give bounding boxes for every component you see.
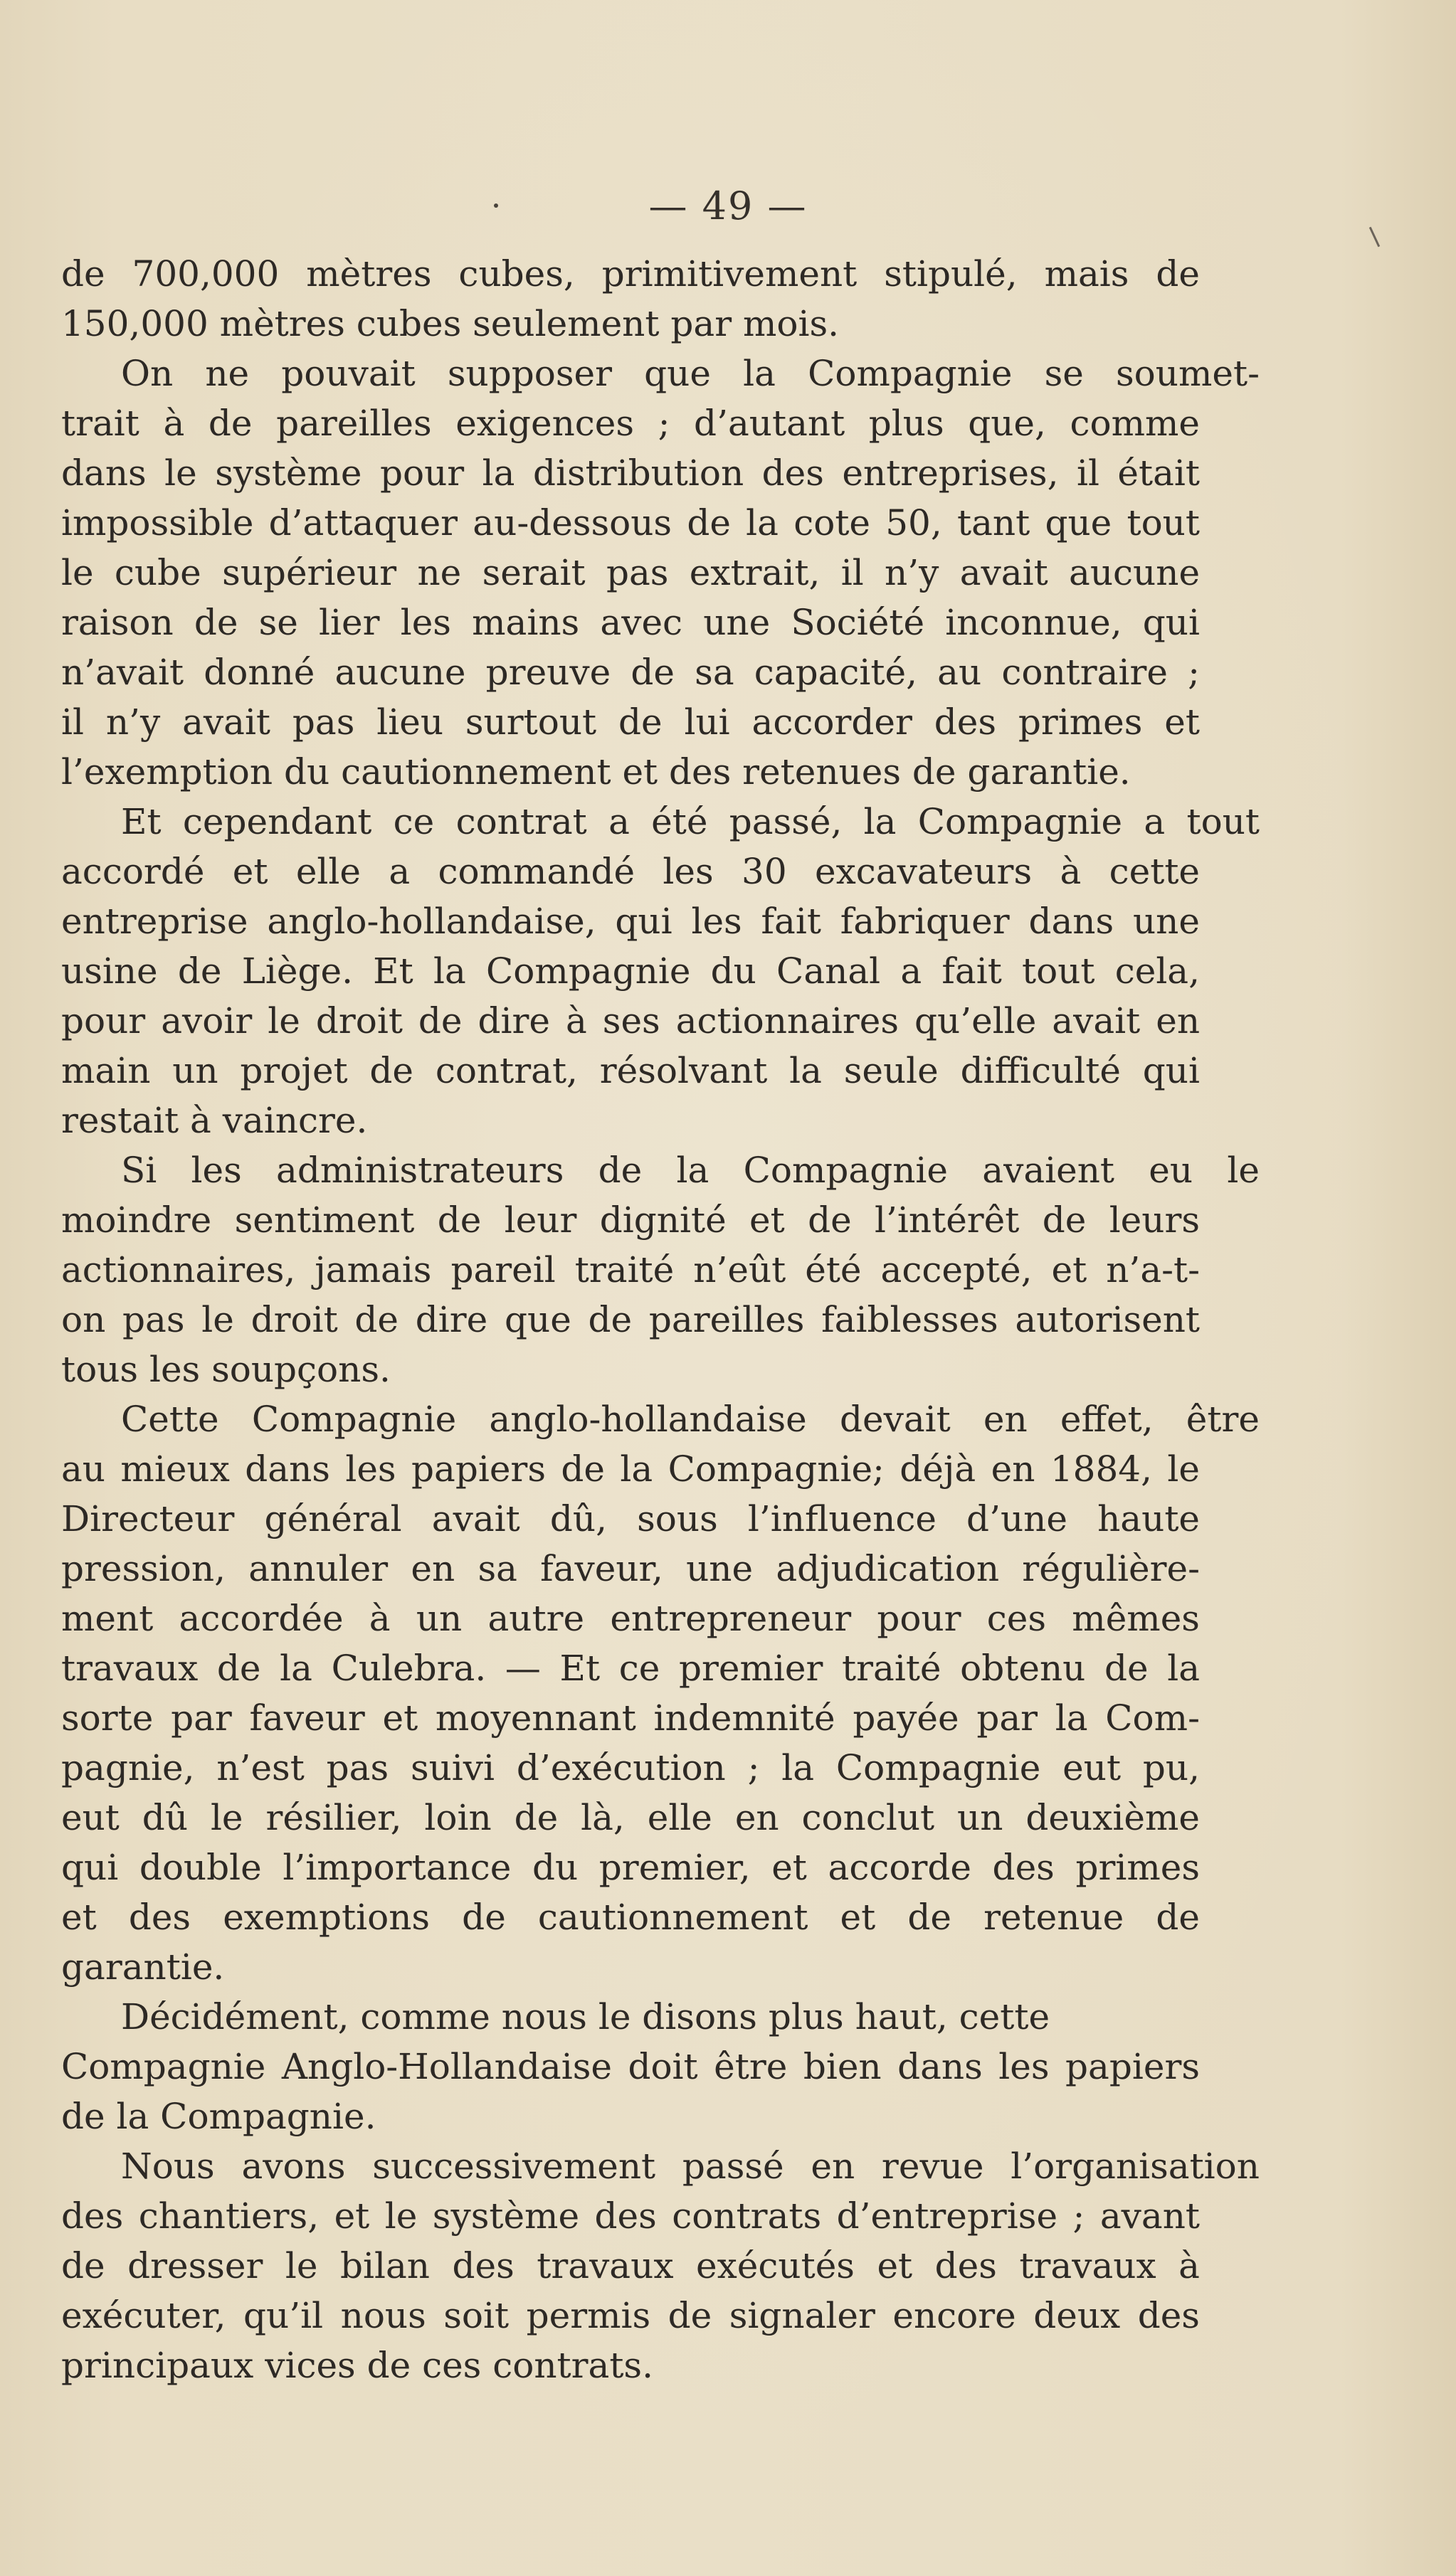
text-line-content: 150,000 mètres cubes seulement par mois. — [61, 303, 840, 344]
text-line-content: dans le système pour la distribution des entreprises, il était — [61, 452, 1201, 494]
text-line — [61, 2241, 1200, 2291]
text-line — [61, 2141, 1260, 2191]
text-line — [61, 647, 1200, 697]
page-number: — 49 — — [648, 184, 808, 228]
text-line-content: Directeur général avait dû, sous l’influence d’une haute — [61, 1498, 1201, 1539]
text-line-content: exécuter, qu’il nous soit permis de signaler encore deux des — [61, 2295, 1200, 2336]
text-line — [61, 1046, 1200, 1096]
text-line — [61, 1643, 1200, 1693]
text-line-content: entreprise anglo-hollandaise, qui les fait fabriquer dans une — [61, 901, 1200, 942]
text-line — [61, 498, 1200, 548]
text-line — [61, 1195, 1200, 1245]
text-line — [61, 2341, 1200, 2390]
text-line-content: n’avait donné aucune preuve de sa capacité, au contraire ; — [61, 652, 1200, 693]
text-line — [61, 398, 1200, 448]
text-line-content: pour avoir le droit de dire à ses actionnaires qu’elle avait en — [61, 1000, 1201, 1041]
text-line-content: qui double l’importance du premier, et accorde des primes — [61, 1847, 1201, 1888]
text-line — [61, 249, 1200, 299]
text-line-content: pagnie, n’est pas suivi d’exécution ; la Compagnie eut pu, — [61, 1747, 1200, 1788]
text-line-content: Nous avons successivement passé en revue l’organisation — [121, 2146, 1260, 2187]
text-line — [61, 349, 1260, 398]
text-line-content: Compagnie Anglo-Hollandaise doit être bien dans les papiers — [61, 2046, 1201, 2087]
text-line-content: travaux de la Culebra. — Et ce premier traité obtenu de la — [61, 1648, 1201, 1689]
text-line-content: moindre sentiment de leur dignité et de l’intérêt de leurs — [61, 1199, 1201, 1241]
text-line — [61, 1394, 1260, 1444]
text-line-content: de dresser le bilan des travaux exécutés et des travaux à — [61, 2245, 1200, 2286]
text-line-content: l’exemption du cautionnement et des retenues de garantie. — [61, 751, 1131, 793]
ink-mark — [1369, 227, 1380, 247]
text-line-content: eut dû le résilier, loin de là, elle en conclut un deuxième — [61, 1797, 1200, 1838]
text-line — [61, 299, 1200, 349]
text-line-content: au mieux dans les papiers de la Compagnie; déjà en 1884, le — [61, 1448, 1200, 1490]
text-line — [61, 2042, 1200, 2092]
text-line — [61, 1892, 1200, 1942]
text-line — [61, 1345, 1200, 1394]
text-line-content: il n’y avait pas lieu surtout de lui accorder des primes et — [61, 701, 1200, 743]
text-line-content: actionnaires, jamais pareil traité n’eût été accepté, et n’a-t- — [61, 1249, 1201, 1290]
text-line-content: de la Compagnie. — [61, 2096, 376, 2137]
text-line — [61, 1494, 1200, 1544]
text-line-content: trait à de pareilles exigences ; d’autant plus que, comme — [61, 403, 1201, 444]
text-line — [61, 747, 1200, 797]
text-line-content: Et cependant ce contrat a été passé, la Compagnie a tout — [121, 801, 1260, 842]
text-line-content: des chantiers, et le système des contrats d’entreprise ; avant — [61, 2195, 1201, 2237]
text-line — [61, 847, 1200, 896]
text-line — [61, 797, 1260, 847]
text-line — [61, 697, 1200, 747]
text-line — [61, 1793, 1200, 1843]
text-line-content: Si les administrateurs de la Compagnie avaient eu le — [121, 1150, 1260, 1191]
text-line-content: on pas le droit de dire que de pareilles faiblesses autorisent — [61, 1299, 1201, 1340]
text-line — [61, 2092, 1200, 2141]
text-line-content: pression, annuler en sa faveur, une adjudication régulière- — [61, 1548, 1200, 1589]
body-text — [61, 249, 1260, 2390]
text-line — [61, 1096, 1200, 1145]
text-line-content: garantie. — [61, 1946, 225, 1988]
text-line-content: On ne pouvait supposer que la Compagnie se soumet- — [121, 353, 1260, 394]
text-line — [61, 1295, 1200, 1345]
text-line — [61, 1594, 1200, 1643]
text-line-content: accordé et elle a commandé les 30 excavateurs à cette — [61, 851, 1201, 892]
text-line-content: ment accordée à un autre entrepreneur pour ces mêmes — [61, 1598, 1200, 1639]
text-line-content: Cette Compagnie anglo-hollandaise devait en effet, être — [121, 1399, 1260, 1440]
text-line — [61, 448, 1200, 498]
text-line — [61, 1942, 1200, 1992]
text-line — [61, 946, 1200, 996]
text-line — [61, 1245, 1200, 1295]
text-line — [61, 896, 1200, 946]
text-line-content: sorte par faveur et moyennant indemnité payée par la Com- — [61, 1697, 1200, 1739]
text-line — [61, 1992, 1200, 2042]
text-line — [61, 2291, 1200, 2341]
text-line — [61, 1544, 1200, 1594]
text-line — [61, 1843, 1200, 1892]
text-line-content: raison de se lier les mains avec une Société inconnue, qui — [61, 602, 1200, 643]
text-line-content: restait à vaincre. — [61, 1100, 368, 1141]
text-line — [61, 996, 1200, 1046]
text-line-content: et des exemptions de cautionnement et de retenue de — [61, 1897, 1200, 1938]
text-line — [61, 548, 1200, 598]
text-line-content: Décidément, comme nous le disons plus haut, cette — [121, 1996, 1050, 2037]
text-line — [61, 1693, 1200, 1743]
text-line-content: de 700,000 mètres cubes, primitivement stipulé, mais de — [61, 253, 1200, 295]
text-line — [61, 598, 1200, 647]
text-line-content: main un projet de contrat, résolvant la seule difficulté qui — [61, 1050, 1200, 1091]
text-line-content: usine de Liège. Et la Compagnie du Canal a fait tout cela, — [61, 950, 1201, 992]
text-line-content: le cube supérieur ne serait pas extrait, il n’y avait aucune — [61, 552, 1201, 593]
text-line — [61, 2191, 1200, 2241]
text-line-content: impossible d’attaquer au-dessous de la cote 50, tant que tout — [61, 502, 1200, 544]
text-line-content: tous les soupçons. — [61, 1349, 391, 1390]
text-line-content: principaux vices de ces contrats. — [61, 2345, 653, 2386]
text-line — [61, 1444, 1200, 1494]
text-line — [61, 1145, 1260, 1195]
text-line — [61, 1743, 1200, 1793]
